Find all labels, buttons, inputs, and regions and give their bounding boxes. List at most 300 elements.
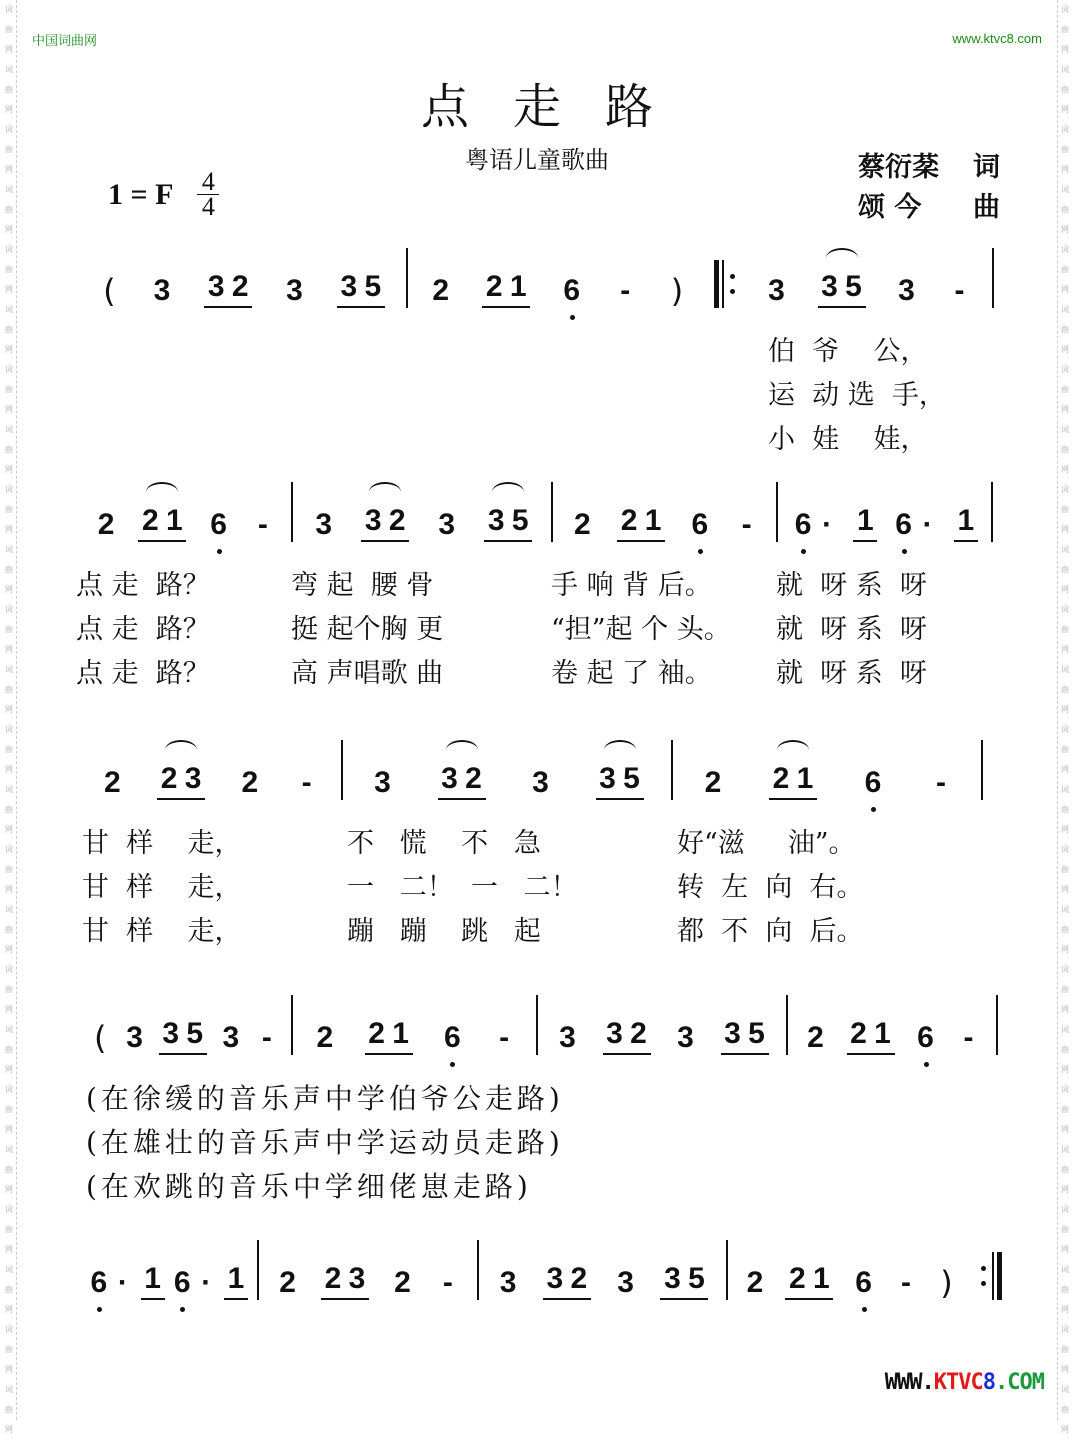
watermark-char: 曲	[1061, 805, 1069, 814]
watermark-char: 词	[1061, 785, 1069, 794]
watermark-char: 网	[1061, 585, 1069, 594]
beat	[769, 762, 817, 800]
watermark-char: 曲	[5, 685, 13, 694]
watermark-char: 曲	[5, 205, 13, 214]
time-signature	[197, 167, 219, 221]
watermark-char: 词	[1061, 65, 1069, 74]
watermark-char: 词	[5, 185, 13, 194]
measure	[259, 1240, 479, 1300]
lyric-segment: 伯 爷 公，	[768, 335, 928, 367]
slur	[165, 740, 197, 760]
beat	[337, 270, 385, 308]
watermark-char: 网	[5, 765, 13, 774]
staff-line	[78, 995, 1008, 1055]
lyric-line	[78, 818, 1008, 862]
beat	[313, 1021, 337, 1055]
watermark-char: 网	[1061, 1125, 1069, 1134]
composer-role: 曲	[973, 192, 1000, 223]
watermark-char: 词	[1061, 305, 1069, 314]
lyric-segment: 甘 样 走，	[82, 915, 242, 947]
watermark-char: 网	[1061, 105, 1069, 114]
note: 6	[791, 508, 815, 542]
lyric-segment: 都 不 向 后。	[677, 915, 864, 947]
logo-part: KTVC	[933, 1370, 983, 1395]
watermark-char: 曲	[1061, 265, 1069, 274]
note: 1	[227, 1262, 245, 1295]
system	[78, 482, 1008, 692]
note: 3	[487, 504, 505, 537]
lyric-segment: 卷 起 了 袖。	[551, 657, 712, 689]
watermark-char: 网	[5, 1425, 13, 1434]
note: 3	[162, 1017, 180, 1050]
lyric-segment: 蹦 蹦 跳 起	[347, 915, 541, 947]
note: 6	[207, 508, 231, 542]
note: 3	[546, 1262, 564, 1295]
lyric-segment: 高 声唱歌 曲	[291, 657, 444, 689]
slur	[826, 248, 858, 268]
beat	[735, 508, 759, 542]
note: 3	[768, 274, 785, 307]
lyric-segment: 就 呀 系 呀	[776, 569, 927, 601]
augmentation-dot: ·	[117, 1266, 128, 1299]
lyricist: 蔡衍棻	[858, 152, 939, 183]
note: 5	[186, 1017, 204, 1050]
watermark-char: 网	[5, 165, 13, 174]
watermark-char: 网	[5, 1005, 13, 1014]
site-url: www.ktvc8.com	[952, 31, 1042, 46]
measure	[673, 740, 983, 800]
note: 5	[364, 270, 382, 303]
slur	[146, 482, 178, 502]
watermark-char: 曲	[5, 745, 13, 754]
watermark-char: 网	[1061, 705, 1069, 714]
beat	[321, 1262, 369, 1300]
lyric-line	[78, 370, 1008, 414]
note: 3	[207, 270, 225, 303]
watermark-char: 网	[1061, 225, 1069, 234]
measure	[293, 995, 538, 1055]
ktvc8-logo	[885, 1370, 1044, 1395]
thick-bar	[997, 1252, 1002, 1300]
dash: -	[442, 1266, 453, 1299]
beat	[556, 1021, 580, 1055]
lyric-line	[78, 862, 1008, 906]
slur	[777, 740, 809, 760]
watermark-char: 网	[1061, 165, 1069, 174]
beat	[852, 1266, 876, 1300]
beat	[895, 274, 919, 308]
beat	[614, 1266, 638, 1300]
watermark-char: 词	[1061, 905, 1069, 914]
measure	[78, 482, 293, 542]
measure	[553, 482, 778, 542]
watermark-char: 词	[1061, 1145, 1069, 1154]
watermark-char: 曲	[5, 1045, 13, 1054]
note: 2	[772, 762, 790, 795]
watermark-char: 词	[1061, 1205, 1069, 1214]
watermark-char: 曲	[1061, 385, 1069, 394]
watermark-char: 曲	[1061, 1285, 1069, 1294]
watermark-char: 曲	[1061, 1045, 1069, 1054]
note: 2	[807, 1021, 824, 1054]
repeat-start-barline	[714, 260, 738, 308]
beat	[496, 1266, 520, 1300]
note: 3	[222, 1021, 240, 1054]
watermark-char: 词	[5, 1265, 13, 1274]
watermark-char: 网	[1061, 345, 1069, 354]
lyric-segment: 点 走 路？	[76, 657, 210, 689]
beat	[785, 1262, 833, 1300]
beat	[596, 762, 644, 800]
beat	[123, 1021, 147, 1055]
note: 2	[746, 1266, 764, 1299]
measure	[78, 740, 343, 800]
beat	[492, 1021, 516, 1055]
augmentation-dot: ·	[201, 1266, 212, 1299]
dash: -	[900, 1266, 911, 1299]
lyric-segment: 一 二！ 一 二！	[347, 871, 578, 903]
beat	[861, 766, 885, 800]
note: 2	[160, 762, 178, 795]
note: 1	[644, 504, 662, 537]
dot	[730, 274, 735, 279]
beat	[688, 508, 712, 542]
watermark-char: 网	[1061, 1185, 1069, 1194]
composer: 颂 今	[858, 192, 922, 223]
measure	[78, 995, 293, 1055]
watermark-char: 网	[1061, 1305, 1069, 1314]
beat	[255, 1021, 279, 1055]
note: 2	[704, 766, 722, 799]
note: 2	[316, 1021, 334, 1054]
watermark-char: 网	[5, 525, 13, 534]
lyric-line	[72, 604, 1008, 648]
beat	[482, 270, 530, 308]
watermark-char: 曲	[5, 805, 13, 814]
watermark-char: 词	[5, 905, 13, 914]
note: 3	[315, 508, 333, 541]
watermark-char: 词	[1061, 1265, 1069, 1274]
note: 3	[340, 270, 358, 303]
logo-part: WWW.	[884, 1370, 934, 1395]
slur	[604, 740, 636, 760]
watermark-char: 词	[1061, 125, 1069, 134]
watermark-char: 网	[5, 885, 13, 894]
note: 5	[688, 1262, 705, 1295]
watermark-char: 曲	[5, 925, 13, 934]
watermark-char: 曲	[1061, 745, 1069, 754]
note: 3	[438, 508, 456, 541]
watermark-char: 词	[5, 545, 13, 554]
watermark-char: 网	[5, 645, 13, 654]
repeat-dots	[981, 1266, 986, 1286]
watermark-char: 词	[1061, 5, 1069, 14]
watermark-char: 曲	[1061, 565, 1069, 574]
key-label: 1 = F	[108, 177, 174, 211]
watermark-char: 词	[1061, 845, 1069, 854]
note: 2	[241, 766, 259, 799]
beat	[853, 504, 877, 542]
lyric-segment: 小 娃 娃，	[768, 423, 928, 455]
lyric-segment: 甘 样 走，	[82, 827, 242, 859]
watermark-char: 曲	[1061, 25, 1069, 34]
watermark-char: 曲	[5, 625, 13, 634]
lyric-segment: 转 左 向 右。	[677, 871, 864, 903]
watermark-char: 曲	[5, 145, 13, 154]
system	[78, 740, 1008, 950]
beat	[429, 274, 453, 308]
watermark-char: 词	[5, 1205, 13, 1214]
note: 2	[630, 1017, 647, 1050]
logo-part: .COM	[995, 1370, 1044, 1395]
beat	[436, 1266, 460, 1300]
system	[78, 1240, 1008, 1300]
note: 2	[620, 504, 638, 537]
watermark-char: 曲	[5, 385, 13, 394]
dash: -	[301, 766, 312, 799]
repeat-end-barline	[978, 1252, 1002, 1300]
watermark-char: 词	[5, 5, 13, 14]
beat	[543, 1262, 591, 1300]
note: 6	[892, 508, 916, 542]
watermark-char: 曲	[5, 865, 13, 874]
lyric-line	[78, 414, 1008, 458]
measure	[78, 1240, 259, 1300]
side-watermark-right	[1057, 0, 1072, 1434]
watermark-char: 词	[5, 725, 13, 734]
beat	[438, 762, 486, 800]
note: 1	[509, 270, 527, 303]
watermark-char: 曲	[5, 325, 13, 334]
beat	[207, 508, 231, 542]
time-bottom: 4	[201, 192, 215, 221]
beat	[954, 504, 978, 542]
lyric-segment: 就 呀 系 呀	[776, 657, 927, 689]
beat	[743, 1266, 767, 1300]
watermark-char: 网	[1061, 1245, 1069, 1254]
system	[78, 248, 1008, 458]
note: 1	[796, 762, 814, 795]
watermark-char: 网	[1061, 285, 1069, 294]
logo-part: 8	[982, 1370, 996, 1395]
beat	[94, 508, 118, 542]
note: 2	[465, 762, 482, 795]
watermark-char: 曲	[1061, 865, 1069, 874]
watermark-char: 网	[1061, 885, 1069, 894]
beat	[674, 1021, 698, 1055]
note: 6	[852, 1266, 876, 1300]
repeat-dots	[730, 274, 735, 294]
watermark-char: 网	[5, 825, 13, 834]
note: 3	[126, 1021, 143, 1054]
note: 2	[368, 1017, 385, 1050]
measure	[788, 995, 998, 1055]
watermark-char: 网	[1061, 765, 1069, 774]
watermark-char: 词	[5, 845, 13, 854]
lyric-segment: 挺 起个胸 更	[291, 613, 444, 645]
lyric-line	[72, 560, 1008, 604]
lyric-segment: 手 响 背 后。	[551, 569, 712, 601]
watermark-char: 词	[1061, 185, 1069, 194]
watermark-char: 曲	[1061, 625, 1069, 634]
note: 3	[821, 270, 838, 303]
lyric-segment: 点 走 路？	[76, 613, 210, 645]
measure	[78, 248, 408, 308]
watermark-char: 曲	[1061, 985, 1069, 994]
beat	[613, 274, 637, 308]
thin-bar	[992, 1252, 994, 1300]
watermark-char: 网	[1061, 1065, 1069, 1074]
watermark-char: 曲	[1061, 85, 1069, 94]
watermark-char: 网	[1061, 945, 1069, 954]
watermark-char: 网	[1061, 465, 1069, 474]
note: 2	[388, 504, 406, 537]
note: 5	[623, 762, 640, 795]
staff-line	[78, 248, 1008, 308]
thick-bar	[714, 260, 719, 308]
watermark-char: 网	[1061, 405, 1069, 414]
beat	[603, 1017, 651, 1055]
measure	[728, 1240, 972, 1300]
note: 2	[394, 1266, 411, 1299]
performance-note: (在欢跳的音乐中学细佬崽走路)	[86, 1170, 532, 1203]
watermark-char: 曲	[5, 85, 13, 94]
note: 2	[850, 1017, 867, 1050]
watermark-char: 词	[5, 1025, 13, 1034]
lyric-line	[72, 648, 1008, 692]
watermark-char: 曲	[1061, 1105, 1069, 1114]
lyric-segment: 不 慌 不 急	[347, 827, 541, 859]
note: 5	[748, 1017, 765, 1050]
note: 2	[570, 1262, 588, 1295]
watermark-char: 曲	[5, 1105, 13, 1114]
note: 3	[599, 762, 616, 795]
beat	[847, 1017, 895, 1055]
watermark-char: 词	[5, 1325, 13, 1334]
beat	[204, 270, 252, 308]
watermark-char: 词	[1061, 965, 1069, 974]
time-top: 4	[201, 167, 215, 196]
watermark-char: 词	[1061, 365, 1069, 374]
lyricist-role: 词	[973, 152, 1000, 183]
open-paren: (	[94, 1019, 107, 1057]
dot	[981, 1266, 986, 1271]
beat	[560, 274, 584, 308]
watermark-char: 词	[5, 425, 13, 434]
lyric-segment: “担”起 个 头。	[551, 613, 731, 645]
beat	[440, 1021, 464, 1055]
dot	[730, 289, 735, 294]
watermark-char: 曲	[1061, 145, 1069, 154]
watermark-char: 词	[5, 1145, 13, 1154]
note: 2	[279, 1266, 296, 1299]
beat	[295, 766, 319, 800]
watermark-char: 网	[5, 1185, 13, 1194]
watermark-char: 网	[5, 1305, 13, 1314]
watermark-char: 曲	[1061, 505, 1069, 514]
watermark-char: 词	[5, 965, 13, 974]
note: 6	[170, 1266, 194, 1300]
watermark-char: 曲	[5, 985, 13, 994]
watermark-char: 曲	[5, 25, 13, 34]
note: 3	[532, 766, 549, 799]
watermark-char: 网	[1061, 45, 1069, 54]
note: 2	[142, 504, 159, 537]
note: 3	[559, 1021, 576, 1054]
dash: -	[936, 766, 946, 799]
watermark-char: 曲	[1061, 445, 1069, 454]
watermark-char: 词	[5, 785, 13, 794]
beat	[818, 270, 866, 308]
beat	[150, 274, 174, 308]
beat	[957, 1021, 981, 1055]
slur	[446, 740, 478, 760]
system	[78, 995, 1008, 1209]
note: 6	[87, 1266, 111, 1300]
key-signature	[108, 167, 219, 221]
watermark-char: 词	[1061, 1085, 1069, 1094]
note: 1	[957, 504, 975, 537]
measure	[343, 740, 673, 800]
slur	[369, 482, 401, 502]
watermark-char: 网	[1061, 1425, 1069, 1434]
beat	[765, 274, 789, 308]
lyric-segment: 点 走 路？	[76, 569, 210, 601]
staff-line	[78, 1240, 1008, 1300]
beat	[435, 508, 459, 542]
watermark-char: 词	[5, 365, 13, 374]
measure	[408, 248, 708, 308]
beat	[219, 1021, 243, 1055]
watermark-char: 网	[1061, 1005, 1069, 1014]
watermark-char: 网	[1061, 1365, 1069, 1374]
beat	[948, 274, 972, 308]
lyric-line	[78, 906, 1008, 950]
measure	[538, 995, 788, 1055]
note: 3	[184, 762, 202, 795]
watermark-char: 词	[5, 125, 13, 134]
watermark-char: 网	[5, 1065, 13, 1074]
note: 5	[845, 270, 862, 303]
watermark-char: 网	[5, 225, 13, 234]
dash: -	[963, 1021, 974, 1054]
note: 2	[231, 270, 249, 303]
song-title: 点走路	[420, 79, 697, 135]
lyric-segment: 就 呀 系 呀	[776, 613, 927, 645]
watermark-char: 词	[5, 305, 13, 314]
beat	[529, 766, 553, 800]
lyric-segment: 运 动 选 手，	[768, 379, 946, 411]
beat	[159, 1017, 207, 1055]
lyric-segment: 好“滋 油”。	[677, 827, 856, 859]
beat	[929, 766, 953, 800]
watermark-char: 词	[1061, 665, 1069, 674]
note: 3	[606, 1017, 623, 1050]
watermark-char: 网	[5, 105, 13, 114]
beat	[914, 1021, 938, 1055]
beat	[804, 1021, 828, 1055]
note: 3	[617, 1266, 634, 1299]
thin-bar	[722, 260, 724, 308]
staff-line	[78, 740, 1008, 800]
performance-note: (在雄壮的音乐声中学运动员走路)	[86, 1126, 564, 1159]
watermark-char: 网	[1061, 525, 1069, 534]
beat	[390, 1266, 414, 1300]
watermark-char: 词	[1061, 1325, 1069, 1334]
open-paren: (	[103, 272, 116, 310]
note: 1	[812, 1262, 830, 1295]
note: 1	[392, 1017, 409, 1050]
